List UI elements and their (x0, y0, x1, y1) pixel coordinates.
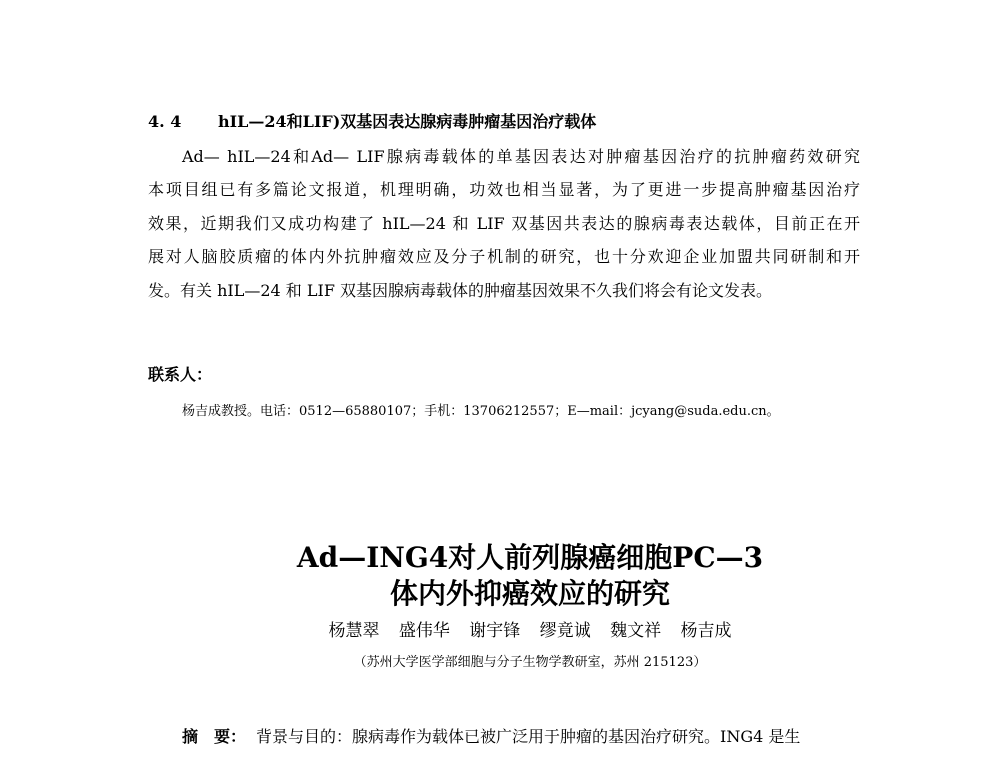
paragraph-line: 本项目组已有多篇论文报道，机理明确，功效也相当显著，为了更进一步提高肿瘤基因治疗 (148, 180, 860, 199)
paragraph-line: 发。有关 hIL—24 和 LIF 双基因腺病毒载体的肿瘤基因效果不久我们将会有论文发表。 (148, 281, 773, 300)
article-title-line1: Ad—ING4对人前列腺癌细胞PC—3 (296, 541, 764, 574)
paragraph-line: Ad— hIL—24和Ad— LIF腺病毒载体的单基因表达对肿瘤基因治疗的抗肿瘤药效研究 (182, 147, 860, 166)
contact-heading: 联系人： (148, 365, 213, 384)
section-heading (148, 109, 596, 132)
abstract-label: 摘 要： (182, 727, 247, 746)
contact-info: 杨吉成教授。电话：0512—65880107；手机：13706212557；E—mail：jcyang@suda.edu.cn。 (182, 404, 780, 419)
paragraph-line: 展对人脑胶质瘤的体内外抗肿瘤效应及分子机制的研究，也十分欢迎企业加盟共同研制和开 (148, 247, 860, 266)
section-number: 4. 4 (148, 112, 182, 131)
article-authors: 杨慧翠 盛伟华 谢宇锋 缪竟诚 魏文祥 杨吉成 (328, 621, 732, 641)
section-title: hIL—24和LIF)双基因表达腺病毒肿瘤基因治疗载体 (218, 112, 597, 131)
abstract (182, 724, 800, 747)
article-title-line2: 体内外抑癌效应的研究 (389, 577, 670, 610)
paragraph-line: 效果，近期我们又成功构建了 hIL—24 和 LIF 双基因共表达的腺病毒表达载体，目前正在开 (148, 214, 860, 233)
abstract-text: 背景与目的：腺病毒作为载体已被广泛用于肿瘤的基因治疗研究。ING4 是生 (256, 727, 801, 746)
article-affiliation: （苏州大学医学部细胞与分子生物学教研室，苏州 215123） (353, 655, 707, 670)
